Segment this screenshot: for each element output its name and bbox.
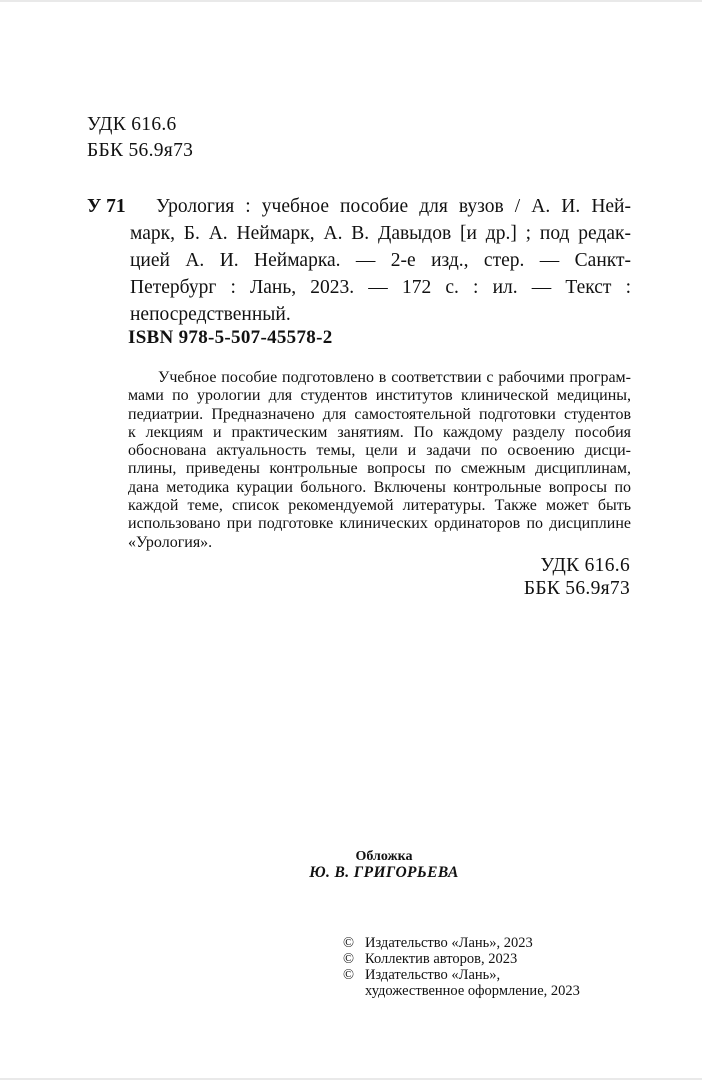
copyright-text: Коллектив авторов, 2023 [365, 951, 518, 967]
cover-credit [134, 849, 634, 880]
annotation-line: плины, приведены контрольные вопросы по смежным дисциплинам, [128, 460, 631, 478]
udk-code-top: УДК 616.6 [87, 114, 177, 135]
bib-entry-line: цией А. И. Неймарка. — 2-е изд., стер. — Санкт- [130, 250, 631, 271]
copyright-line [343, 951, 580, 967]
annotation-line: «Урология». [128, 533, 213, 551]
annotation-line: каждой теме, список рекомендуемой литературы. Также может быть [128, 497, 631, 515]
bbk-code-top: ББК 56.9я73 [87, 140, 194, 161]
annotation-line: мами по урологии для студентов институтов клинической медицины, [128, 387, 631, 405]
cover-credit-role: Обложка [355, 849, 413, 864]
bib-entry-line: марк, Б. А. Неймарк, А. В. Давыдов [и др.] ; под редак- [130, 223, 631, 244]
annotation-line: обоснована актуальность темы, цели и задачи по освоению дисци- [128, 442, 631, 460]
copyright-block [343, 935, 580, 999]
bib-entry-label: У 71 [87, 196, 126, 217]
bottom-classification-codes [330, 555, 630, 600]
isbn: ISBN 978-5-507-45578-2 [128, 327, 333, 348]
bib-entry-line: непосредственный. [130, 304, 291, 325]
copyright-text: художественное оформление, 2023 [365, 983, 580, 999]
bib-entry-text [130, 193, 631, 328]
copyright-line [343, 967, 580, 983]
cover-credit-name: Ю. В. ГРИГОРЬЕВА [309, 863, 459, 881]
annotation-line: дана методика курации больного. Включены контрольные вопросы по [128, 478, 631, 496]
annotation-paragraph [128, 369, 631, 552]
udk-code-bottom: УДК 616.6 [540, 555, 630, 576]
top-classification-codes [87, 112, 193, 164]
copyright-text: Издательство «Лань», 2023 [365, 935, 533, 951]
bib-entry-line: Урология : учебное пособие для вузов / А. И. Ней- [156, 196, 631, 217]
annotation-line: к лекциям и практическим занятиям. По каждому разделу пособия [128, 423, 631, 441]
copyright-text: Издательство «Лань», [365, 967, 501, 983]
annotation-line: педиатрии. Предназначено для самостоятельной подготовки студентов [128, 405, 631, 423]
annotation-line: Учебное пособие подготовлено в соответствии с рабочими програм- [158, 369, 631, 386]
annotation-line: использовано при подготовке клинических ординаторов по дисциплине [128, 515, 631, 533]
bib-entry-line: Петербург : Лань, 2023. — 172 с. : ил. — Текст : [130, 277, 631, 298]
copyright-symbol: © [343, 967, 355, 983]
scan-edge-top [0, 0, 702, 2]
copyright-symbol: © [343, 935, 355, 951]
copyright-line [343, 935, 580, 951]
copyright-line [343, 983, 580, 999]
copyright-symbol: © [343, 951, 355, 967]
bbk-code-bottom: ББК 56.9я73 [523, 577, 630, 599]
